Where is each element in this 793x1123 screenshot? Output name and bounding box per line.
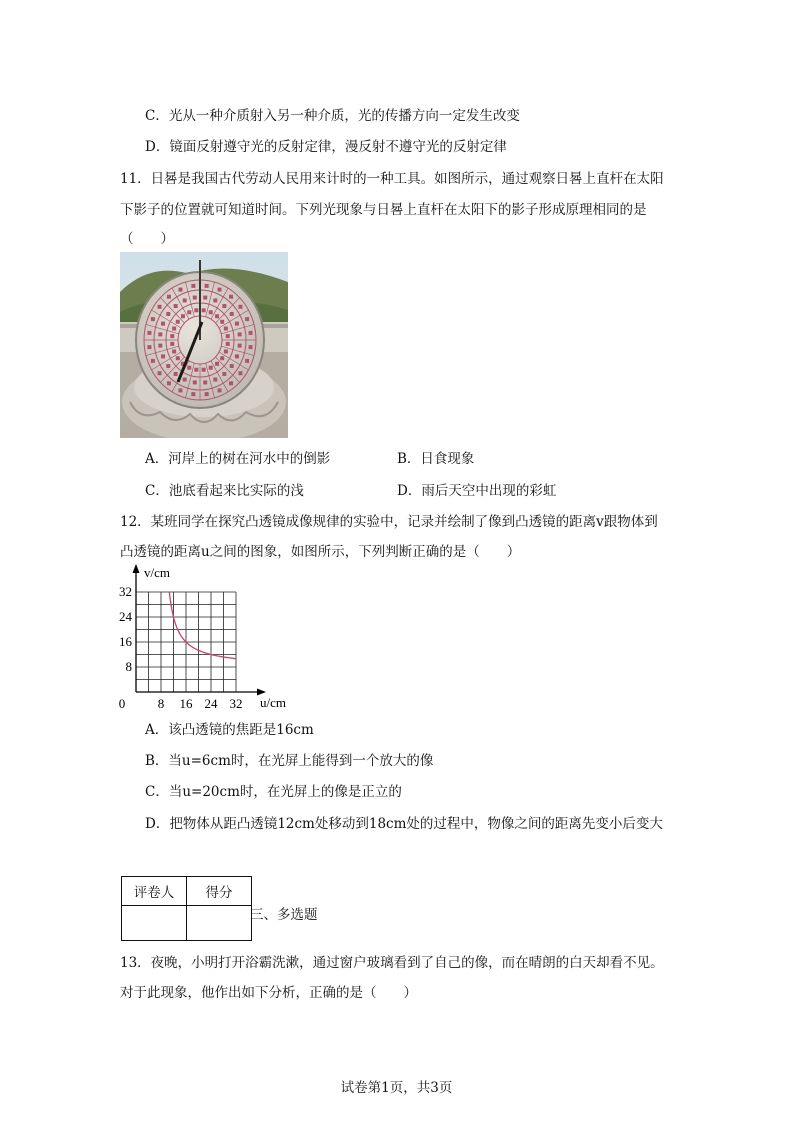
sundial-glyph bbox=[218, 388, 222, 392]
q12-stem-line1: 12．某班同学在探究凸透镜成像规律的实验中，记录并绘制了像到凸透镜的距离v跟物体到 bbox=[120, 514, 658, 530]
sundial-glyph bbox=[174, 372, 178, 376]
sundial-glyph bbox=[194, 368, 198, 372]
sundial-glyph bbox=[249, 345, 253, 349]
score-table-grader-cell bbox=[122, 906, 187, 941]
sundial-glyph bbox=[176, 356, 180, 360]
x-tick-label: 16 bbox=[179, 696, 193, 710]
sundial-glyph bbox=[203, 380, 207, 384]
y-tick-label: 16 bbox=[119, 634, 132, 649]
x-axis-label: u/cm bbox=[260, 695, 286, 710]
sundial-glyph bbox=[158, 332, 162, 336]
sundial-glyph bbox=[235, 354, 239, 358]
score-table-grader-header: 评卷人 bbox=[122, 877, 187, 906]
q11-option-b: B．日食现象 bbox=[397, 451, 475, 467]
sundial-glyph bbox=[209, 366, 213, 370]
sundial-glyph bbox=[183, 298, 187, 302]
sundial-glyph bbox=[158, 344, 162, 348]
sundial-glyph bbox=[205, 392, 209, 396]
sundial-glyph bbox=[172, 349, 176, 353]
x-tick-label: 8 bbox=[157, 696, 165, 710]
sundial-glyph bbox=[147, 331, 151, 335]
sundial-glyph bbox=[235, 322, 239, 326]
sundial-glyph bbox=[191, 392, 195, 396]
sundial-glyph bbox=[151, 317, 155, 321]
y-tick-label: 8 bbox=[125, 659, 132, 674]
page-footer: 试卷第1页，共3页 bbox=[340, 1080, 453, 1096]
q12-option-c: C．当u=20cm时，在光屏上的像是正立的 bbox=[145, 784, 402, 800]
q12-stem-line2: 凸透镜的距离u之间的图象，如图所示，下列判断正确的是（ ） bbox=[120, 544, 521, 560]
sundial-glyph bbox=[147, 345, 151, 349]
x-tick-label: 0 bbox=[118, 696, 126, 710]
sundial-glyph bbox=[203, 296, 207, 300]
sundial-glyph bbox=[176, 320, 180, 324]
sundial-glyph bbox=[220, 320, 224, 324]
score-table-score-header: 得分 bbox=[187, 877, 252, 906]
sundial-glyph bbox=[181, 314, 185, 318]
sundial-glyph bbox=[161, 322, 165, 326]
sundial-glyph bbox=[238, 332, 242, 336]
sundial-glyph bbox=[166, 312, 170, 316]
sundial-glyph bbox=[245, 359, 249, 363]
q11-stem-line2: 下影子的位置就可知道时间。下列光现象与日晷上直杆在太阳下的影子形成原理相同的是 bbox=[120, 202, 647, 218]
sundial-glyph bbox=[191, 284, 195, 288]
sundial-glyph bbox=[215, 362, 219, 366]
sundial-glyph bbox=[224, 327, 228, 331]
sundial-glyph bbox=[218, 288, 222, 292]
sundial-glyph bbox=[220, 356, 224, 360]
sundial-glyph bbox=[166, 364, 170, 368]
sundial-glyph bbox=[226, 334, 230, 338]
sundial-glyph bbox=[238, 371, 242, 375]
sundial-glyph bbox=[215, 314, 219, 318]
sundial-glyph bbox=[151, 359, 155, 363]
sundial-glyph bbox=[202, 368, 206, 372]
sundial-glyph bbox=[193, 380, 197, 384]
sundial-glyph bbox=[187, 366, 191, 370]
sundial-glyph bbox=[158, 305, 162, 309]
q12-option-b: B．当u=6cm时，在光屏上能得到一个放大的像 bbox=[145, 753, 434, 769]
sundial-glyph bbox=[187, 310, 191, 314]
q10-option-d: D．镜面反射遵守光的反射定律，漫反射不遵守光的反射定律 bbox=[145, 139, 507, 155]
y-tick-label: 32 bbox=[119, 584, 132, 599]
sundial-glyph bbox=[222, 372, 226, 376]
sundial-glyph bbox=[224, 349, 228, 353]
sundial-glyph bbox=[161, 354, 165, 358]
sundial-glyph bbox=[170, 334, 174, 338]
sundial-glyph bbox=[172, 327, 176, 331]
sundial-glyph bbox=[213, 298, 217, 302]
sundial-glyph bbox=[205, 284, 209, 288]
v-u-graph bbox=[110, 560, 310, 710]
sundial-glyph bbox=[229, 295, 233, 299]
q13-stem-line2: 对于此现象，他作出如下分析，正确的是（ ） bbox=[120, 985, 417, 1001]
q12-option-d: D．把物体从距凸透镜12cm处移动到18cm处的过程中，物像之间的距离先变小后变大 bbox=[145, 816, 663, 832]
sundial-glyph bbox=[167, 381, 171, 385]
data-series-line bbox=[169, 592, 235, 659]
sundial-glyph bbox=[209, 310, 213, 314]
sundial-glyph bbox=[178, 288, 182, 292]
y-axis-label: v/cm bbox=[144, 565, 170, 580]
q10-option-c: C．光从一种介质射入另一种介质，光的传播方向一定发生改变 bbox=[145, 108, 520, 124]
q11-stem-line1: 11．日晷是我国古代劳动人民用来计时的一种工具。如图所示，通过观察日晷上直杆在太阳 bbox=[120, 171, 664, 187]
y-axis-arrow bbox=[133, 564, 140, 573]
q11-option-d: D．雨后天空中出现的彩虹 bbox=[397, 483, 557, 499]
x-tick-label: 24 bbox=[204, 696, 218, 710]
sundial-photo bbox=[120, 252, 288, 438]
score-table-score-cell bbox=[187, 906, 252, 941]
q11-option-c: C．池底看起来比实际的浅 bbox=[145, 483, 304, 499]
sundial-glyph bbox=[238, 305, 242, 309]
x-tick-label: 32 bbox=[229, 696, 243, 710]
sundial-glyph bbox=[213, 378, 217, 382]
q11-option-a: A．河岸上的树在河水中的倒影 bbox=[145, 451, 331, 467]
sundial-glyph bbox=[229, 381, 233, 385]
sundial-glyph bbox=[167, 295, 171, 299]
sundial-glyph bbox=[222, 304, 226, 308]
y-tick-label: 24 bbox=[119, 609, 132, 624]
section-heading: 三、多选题 bbox=[250, 907, 318, 923]
sundial-glyph bbox=[170, 342, 174, 346]
sundial-glyph bbox=[226, 342, 230, 346]
sundial-glyph bbox=[238, 344, 242, 348]
q13-stem-line1: 13．夜晚，小明打开浴霸洗漱，通过窗户玻璃看到了自己的像，而在晴朗的白天却看不见。 bbox=[120, 955, 664, 971]
sundial-glyph bbox=[158, 371, 162, 375]
sundial-glyph bbox=[194, 308, 198, 312]
score-table bbox=[121, 876, 252, 941]
sundial-glyph bbox=[249, 331, 253, 335]
sundial-glyph bbox=[183, 378, 187, 382]
sundial-glyph bbox=[230, 312, 234, 316]
q12-option-a: A．该凸透镜的焦距是16cm bbox=[145, 722, 314, 738]
sundial-glyph bbox=[202, 308, 206, 312]
sundial-glyph bbox=[245, 317, 249, 321]
sundial-glyph bbox=[230, 364, 234, 368]
sundial-glyph bbox=[193, 296, 197, 300]
q11-stem-line3: （ ） bbox=[120, 231, 174, 247]
sundial-glyph bbox=[178, 388, 182, 392]
sundial-glyph bbox=[174, 304, 178, 308]
